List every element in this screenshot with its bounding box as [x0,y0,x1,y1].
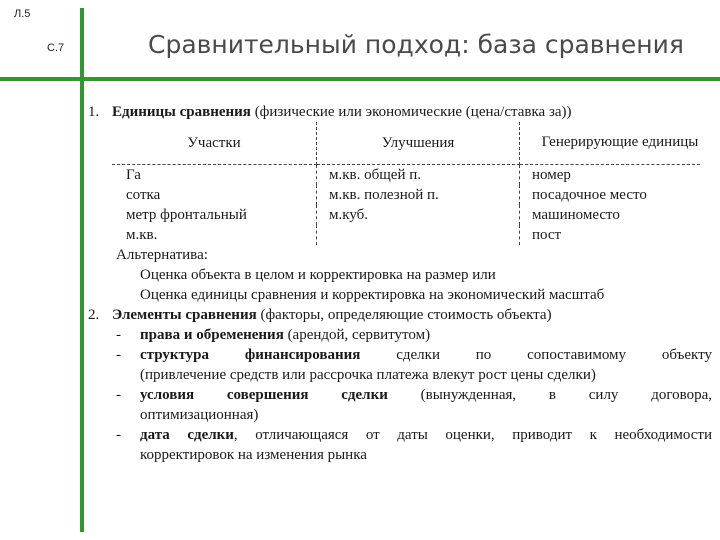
list-item-bold: структура финансирования [140,346,361,363]
horizontal-divider [0,77,720,81]
table-row [112,225,700,245]
list-item [88,425,712,465]
table-cell: пост [532,226,562,243]
ref-lecture: Л.5 [14,8,31,20]
table-cell: м.куб. [317,205,520,225]
list-item-continuation: оптимизационная) [140,406,259,423]
item2-desc: (факторы, определяющие стоимость объекта) [256,306,552,323]
table-cell: сотка [112,185,317,205]
table-cell: номер [532,166,571,183]
list-dash: - [116,346,121,363]
slide-body [88,102,712,465]
list-item-bold: дата сделки [140,426,234,443]
alternative-option: Оценка объекта в целом и корректировка на размер или [140,266,496,283]
table-header: Генерирующие единицы [520,122,701,164]
comparison-units-table [112,122,700,245]
table-row [112,164,700,185]
ref-chapter: С.7 [47,42,65,54]
list-dash: - [116,386,121,403]
table-header: Улучшения [317,122,520,164]
list-item-bold: условия совершения сделки [140,386,388,403]
list-item-text: (вынужденная, в силу договора, [387,386,712,403]
alternative-option: Оценка единицы сравнения и корректировка на экономический масштаб [140,286,605,303]
list-item-continuation: корректировок на изменения рынка [140,446,367,463]
item2-heading-line [88,305,712,325]
list-item [88,345,712,385]
item2-number: 2. [88,306,100,323]
item1-heading: Единицы сравнения [112,104,251,120]
item1-desc: (физические или экономические (цена/ставка за)) [250,104,572,120]
list-dash: - [116,426,121,443]
vertical-divider [80,8,84,532]
list-dash: - [116,326,121,343]
list-item-text: (арендой, сервитутом) [283,326,431,343]
table-cell: м.кв. полезной п. [317,185,520,205]
item1-heading-line [88,102,712,122]
table-cell: машиноместо [532,206,620,223]
item1-number: 1. [88,104,100,120]
table-cell: Га [112,164,317,185]
table-header: Участки [112,122,317,164]
slide-title: Сравнительный подход: база сравнения [148,30,684,59]
list-item [88,385,712,425]
list-item-continuation: (привлечение средств или рассрочка платежа влекут рост цены сделки) [140,366,596,383]
table-row [112,205,700,225]
item2-heading: Элементы сравнения [112,306,257,323]
table-cell: посадочное место [532,186,647,203]
list-item-text: , отличающаяся от даты оценки, приводит к необходимости [233,426,712,443]
table-cell: м.кв. общей п. [317,164,520,185]
alternative-label: Альтернатива: [116,246,208,263]
table-cell: м.кв. [112,225,317,245]
table-row [112,185,700,205]
list-item-bold: права и обременения [140,326,284,343]
list-item [88,325,712,345]
table-cell [317,225,520,245]
table-cell: метр фронтальный [112,205,317,225]
list-item-text: сделки по сопоставимому объекту [360,346,712,363]
